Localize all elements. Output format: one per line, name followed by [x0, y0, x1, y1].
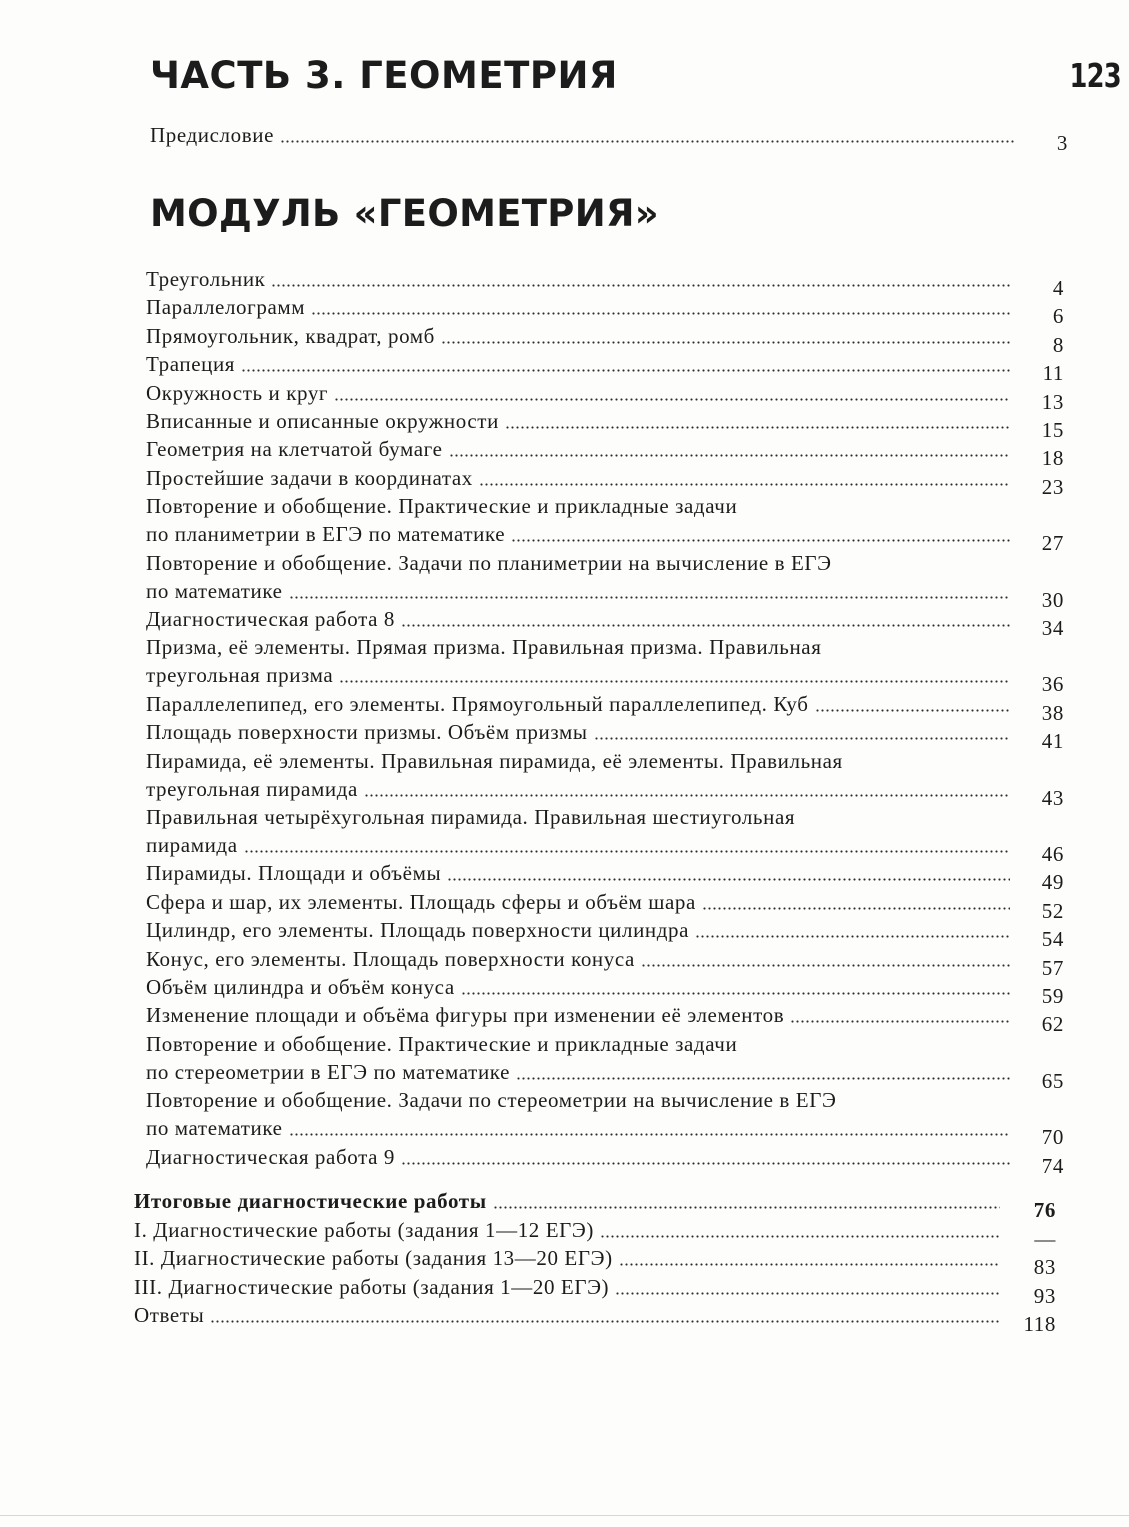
toc-entry-page: 13: [1041, 389, 1064, 414]
toc-entry: [146, 859, 1064, 895]
dot-leader: [702, 907, 1010, 910]
dot-leader: [271, 284, 1010, 287]
toc-entry: [134, 1187, 1056, 1222]
dot-leader: [695, 935, 1010, 938]
toc-entry-page: 74: [1041, 1153, 1064, 1178]
toc-entry-label: Итоговые диагностические работы: [134, 1189, 487, 1213]
toc-entry-page: 83: [1033, 1255, 1056, 1280]
dot-leader: [511, 539, 1010, 542]
dot-leader: [334, 398, 1010, 401]
toc-entry: [146, 805, 1064, 866]
toc-entry: [146, 379, 1064, 414]
toc-entry-label: Вписанные и описанные окружности: [146, 409, 499, 433]
module-title: МОДУЛЬ «ГЕОМЕТРИЯ»: [150, 192, 659, 235]
toc-entry-label: II. Диагностические работы (задания 13—20 ЕГЭ): [134, 1246, 613, 1271]
dot-leader: [311, 312, 1010, 315]
dot-leader: [447, 878, 1010, 881]
toc-entry-label: III. Диагностические работы (задания 1—20 ЕГЭ): [134, 1274, 610, 1299]
toc-entry: [146, 322, 1064, 357]
toc-entry-label-line1: Повторение и обобщение. Задачи по стереометрии на вычисление в ЕГЭ: [146, 1088, 837, 1113]
dot-leader: [241, 369, 1010, 372]
dot-leader: [461, 992, 1010, 995]
scan-edge: [0, 1515, 1129, 1516]
toc-entry: [134, 1216, 1056, 1251]
toc-entry-label: треугольная призма: [146, 663, 334, 688]
dot-leader: [364, 794, 1010, 797]
toc-entry-page: —: [1034, 1226, 1056, 1251]
toc-entry-label: Прямоугольник, квадрат, ромб: [146, 323, 435, 348]
toc-entry-page: 4: [1052, 276, 1064, 300]
toc-entry-page: 76: [1033, 1198, 1056, 1222]
toc-entry-label: Площадь поверхности призмы. Объём призмы: [146, 720, 588, 745]
dot-leader: [449, 454, 1010, 457]
toc-entry: [134, 1273, 1056, 1308]
dot-leader: [289, 1133, 1010, 1136]
part-title: ЧАСТЬ 3. ГЕОМЕТРИЯ: [150, 54, 618, 97]
toc-entry-label: Сфера и шар, их элементы. Площадь сферы и объём шара: [146, 889, 696, 914]
toc-entry: [146, 605, 1064, 640]
toc-entry: [146, 1031, 1064, 1093]
toc-entry-page: 62: [1041, 1012, 1064, 1037]
toc-entry-page: 70: [1041, 1125, 1064, 1150]
toc-entry-page: 6: [1052, 304, 1064, 329]
toc-entry: [146, 748, 1064, 810]
toc-entry-page: 118: [1023, 1312, 1056, 1337]
toc-entry-label: Изменение площади и объёма фигуры при изменении её элементов: [146, 1003, 785, 1028]
toc-entry-label: Предисловие: [150, 123, 275, 147]
toc-entry-page: 38: [1041, 700, 1064, 725]
toc-entry-label: по стереометрии в ЕГЭ по математике: [146, 1059, 510, 1084]
dot-leader: [815, 709, 1011, 712]
toc-entry-label: I. Диагностические работы (задания 1—12 ЕГЭ): [134, 1217, 594, 1242]
dot-leader: [401, 1162, 1010, 1165]
dot-leader: [401, 624, 1010, 627]
toc-entry-page: 54: [1041, 927, 1064, 952]
toc-entry-page: 23: [1041, 474, 1064, 499]
toc-entry: [146, 945, 1064, 980]
toc-entry-label-line1: Пирамида, её элементы. Правильная пирамида, её элементы. Правильная: [146, 748, 843, 773]
dot-leader: [479, 483, 1010, 486]
dot-leader: [619, 1263, 1000, 1266]
dot-leader: [790, 1020, 1010, 1023]
toc-entry: [134, 1301, 1056, 1337]
toc-entry: [146, 550, 1064, 612]
toc-entry-page: 46: [1041, 842, 1064, 866]
toc-entry-label: Ответы: [134, 1303, 205, 1328]
toc-entry-label: Цилиндр, его элементы. Площадь поверхности цилиндра: [146, 918, 690, 943]
toc-entry: [146, 494, 1064, 556]
toc-entry-label: по математике: [146, 578, 283, 603]
dot-leader: [516, 1077, 1010, 1080]
toc-entry: [146, 916, 1064, 952]
toc-entry-page: 15: [1041, 418, 1064, 442]
toc-entry-label: Конус, его элементы. Площадь поверхности конуса: [146, 946, 635, 971]
toc-entry-label: Диагностическая работа 8: [146, 607, 395, 631]
toc-entry: [146, 1143, 1064, 1178]
toc-entry-page: 49: [1041, 870, 1064, 895]
toc-entry-label: по математике: [146, 1116, 283, 1141]
toc-entry-page: 43: [1041, 785, 1064, 810]
toc-entry-label: Трапеция: [146, 352, 236, 377]
toc-entry: [146, 690, 1064, 725]
toc-entry-page: 30: [1041, 587, 1064, 612]
toc-entry-label: Объём цилиндра и объём конуса: [146, 975, 455, 999]
toc-entry-page: 93: [1033, 1283, 1056, 1308]
dot-leader: [493, 1206, 1000, 1209]
toc-entry-label-line1: Повторение и обобщение. Задачи по планиметрии на вычисление в ЕГЭ: [146, 550, 832, 575]
toc-entry-page: 65: [1041, 1068, 1064, 1093]
toc-entry-label-line1: Повторение и обобщение. Практические и прикладные задачи: [146, 1031, 738, 1056]
toc-entry: [146, 293, 1064, 329]
toc-entry: [146, 407, 1064, 442]
toc-entry-label-line1: Призма, её элементы. Прямая призма. Правильная призма. Правильная: [146, 635, 822, 660]
toc-entry: [146, 350, 1064, 386]
toc-entry-label: Простейшие задачи в координатах: [146, 465, 473, 490]
toc-entry: [134, 1244, 1056, 1280]
toc-entry-page: 57: [1041, 955, 1064, 980]
toc-entry-label-line1: Повторение и обобщение. Практические и прикладные задачи: [146, 494, 738, 519]
toc-entry-label: Пирамиды. Площади и объёмы: [146, 861, 442, 886]
toc-entry: [146, 435, 1064, 471]
toc-entry-label: пирамида: [146, 833, 238, 857]
toc-entry: [146, 635, 1064, 697]
dot-leader: [339, 680, 1010, 683]
toc-entry-page: 41: [1041, 729, 1064, 754]
toc-entry: [146, 973, 1064, 1008]
toc-entry: [146, 1001, 1064, 1037]
toc-entry-page: 8: [1052, 332, 1064, 357]
dot-leader: [289, 596, 1010, 599]
dot-leader: [441, 341, 1010, 344]
toc-entry-label: Диагностическая работа 9: [146, 1144, 395, 1169]
dot-leader: [210, 1320, 1000, 1323]
toc-entry-page: 59: [1041, 984, 1064, 1008]
toc-entry-page: 34: [1041, 616, 1064, 640]
toc-entry-label: по планиметрии в ЕГЭ по математике: [146, 522, 506, 547]
toc-entry-label-line1: Правильная четырёхугольная пирамида. Правильная шестиугольная: [146, 805, 796, 829]
toc-entry-page: 36: [1041, 672, 1064, 697]
dot-leader: [505, 426, 1010, 429]
dot-leader: [594, 737, 1010, 740]
toc-entry-page: 11: [1042, 361, 1064, 386]
toc-entry-page: 18: [1041, 446, 1064, 471]
toc-entry-label: Параллелепипед, его элементы. Прямоугольный параллелепипед. Куб: [146, 691, 809, 716]
toc-entry: [146, 1088, 1064, 1150]
dot-leader: [641, 964, 1010, 967]
toc-entry-label: треугольная пирамида: [146, 776, 358, 801]
toc-entry-label: Треугольник: [146, 267, 266, 291]
dot-leader: [244, 850, 1010, 853]
dot-leader: [600, 1235, 1000, 1238]
toc-entry-page: 3: [1056, 131, 1068, 155]
toc-entry-label: Параллелограмм: [146, 295, 306, 320]
toc-entry-page: 52: [1041, 898, 1064, 923]
toc-entry-page: 27: [1041, 531, 1064, 556]
dot-leader: [615, 1292, 1000, 1295]
toc-entry: [146, 888, 1064, 923]
toc-entry-label: Геометрия на клетчатой бумаге: [146, 437, 443, 462]
dot-leader: [280, 140, 1014, 143]
toc-entry: [146, 464, 1064, 499]
toc-entry: [146, 718, 1064, 754]
page-number: 123: [1069, 56, 1121, 95]
toc-entry-label: Окружность и круг: [146, 380, 329, 405]
toc-entry: [146, 265, 1064, 300]
toc-entry-preface: [150, 121, 1068, 155]
